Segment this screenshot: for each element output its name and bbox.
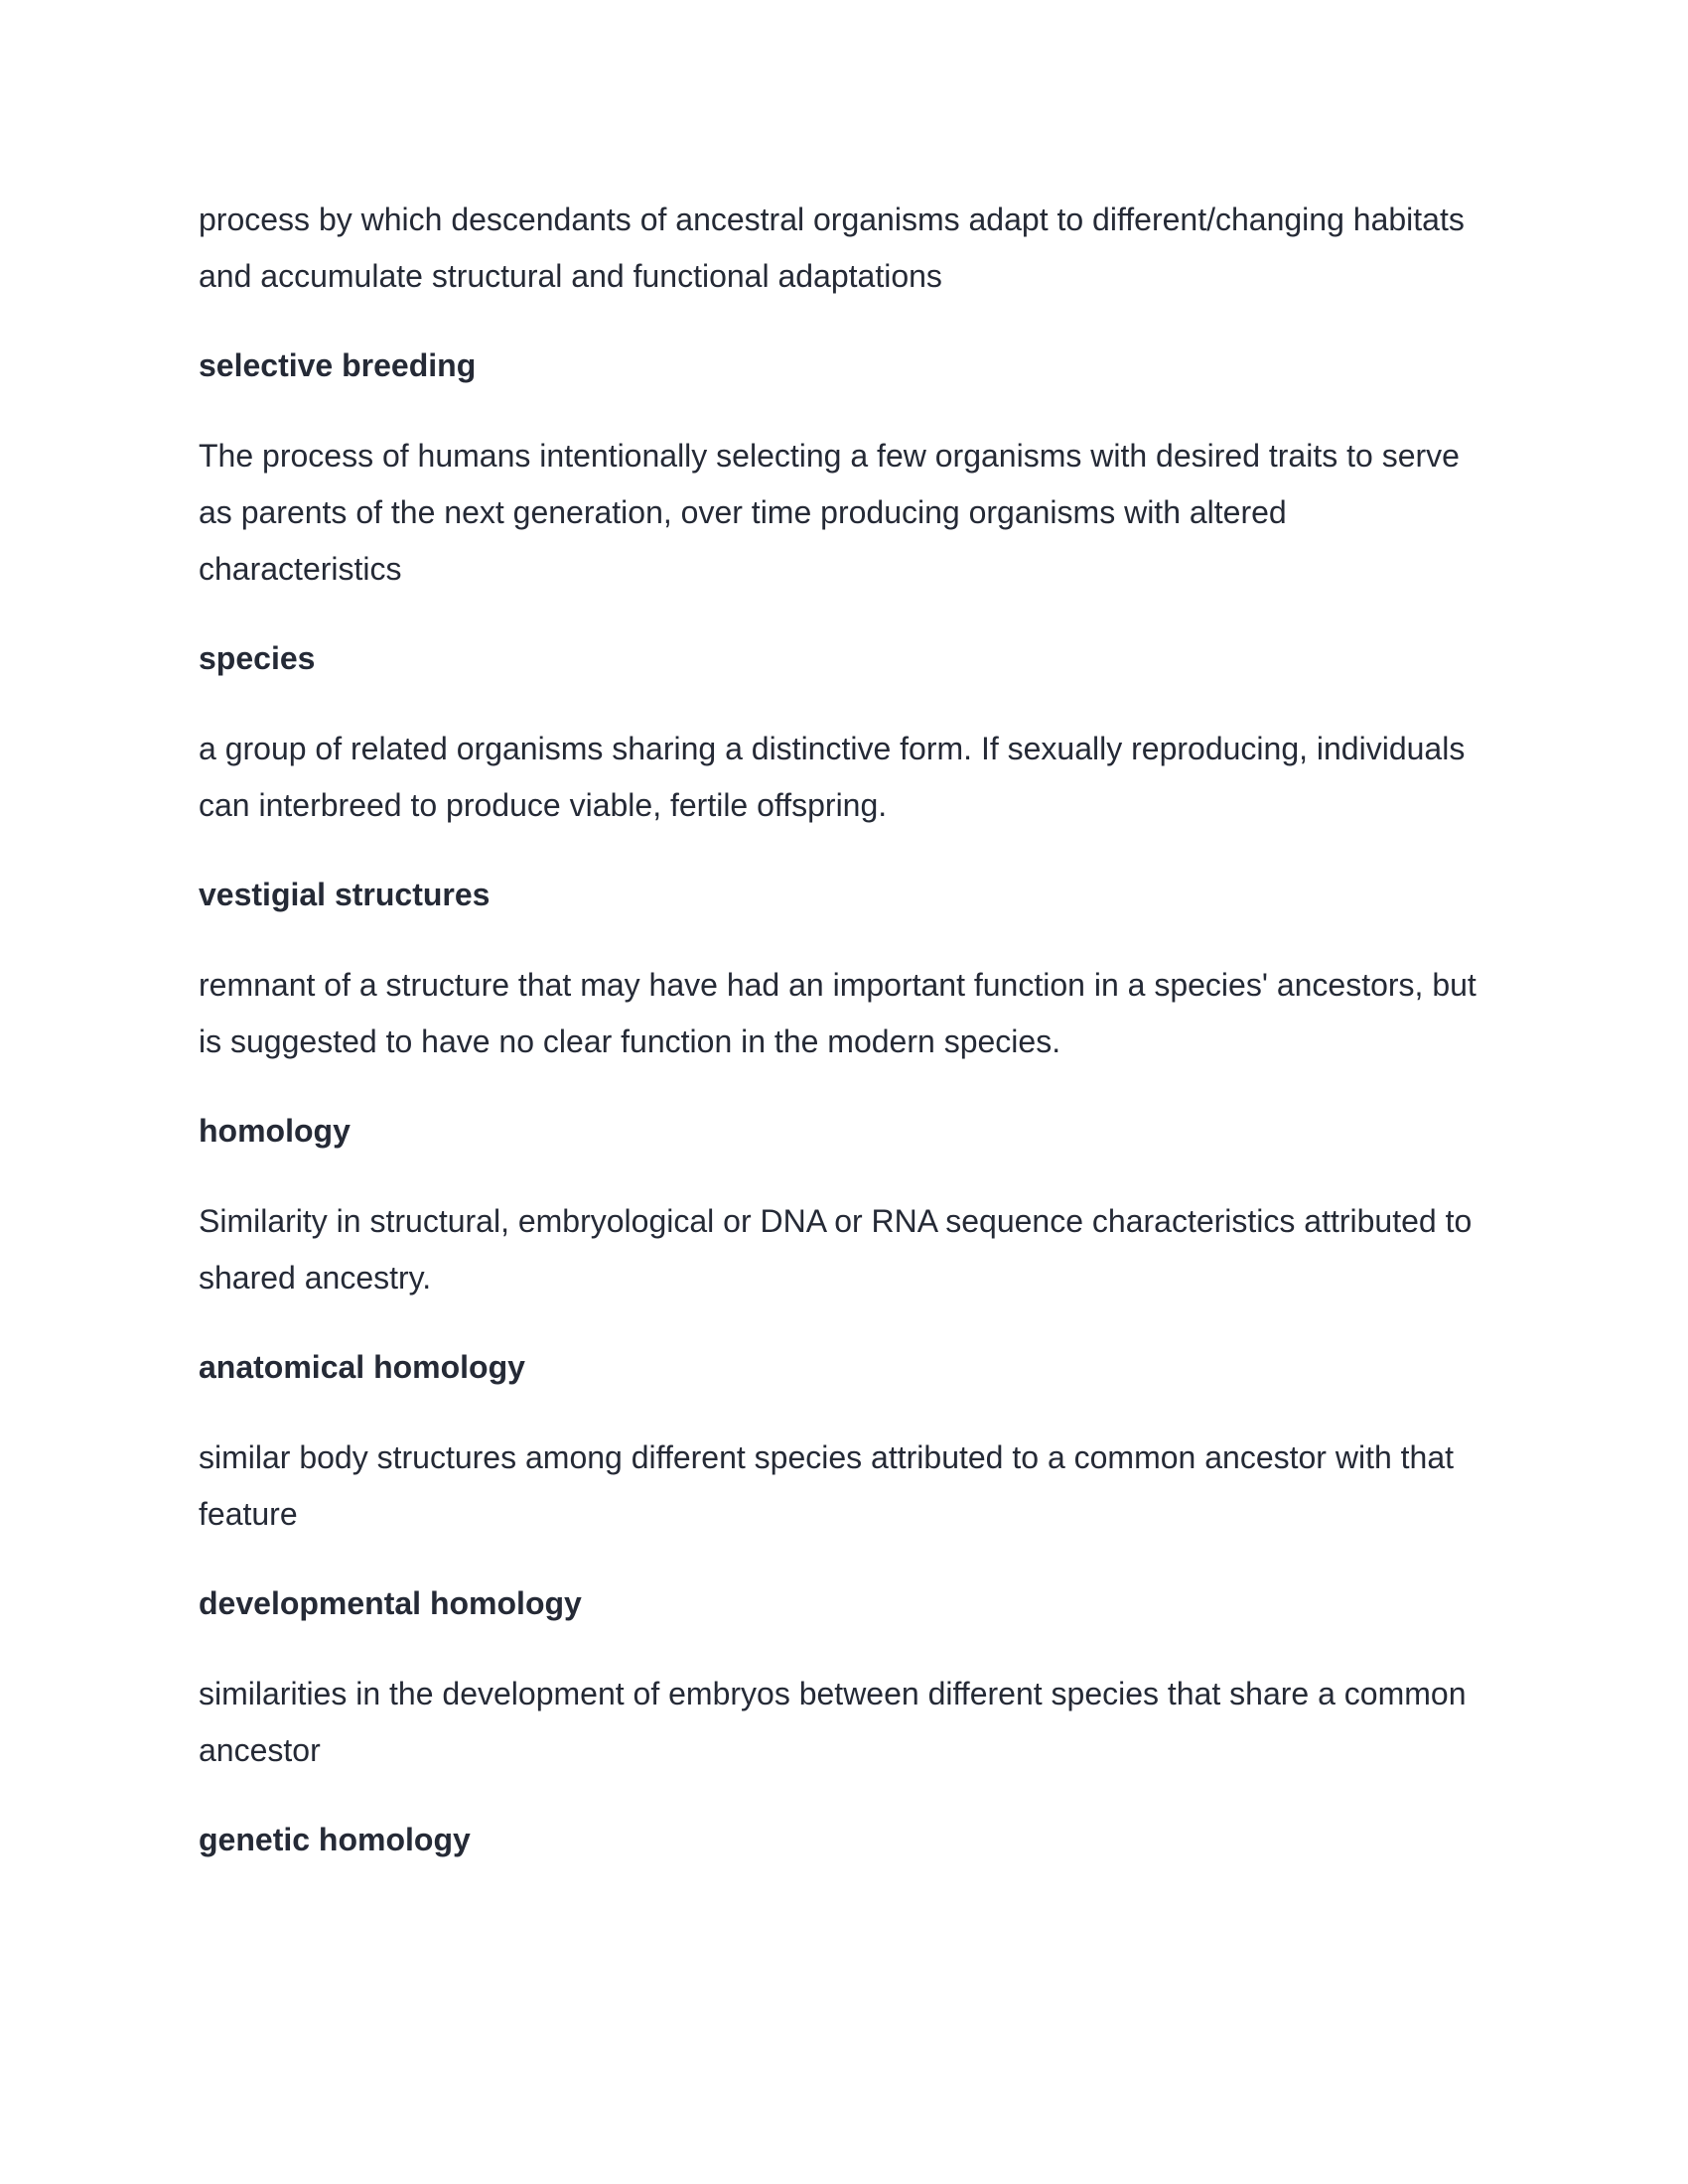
definition-developmental-homology: similarities in the development of embryos between different species that share a common ancestor [199, 1676, 1467, 1768]
definition-homology: Similarity in structural, embryological or DNA or RNA sequence characteristics attributed to shared ancestry. [199, 1203, 1473, 1296]
term-selective-breeding: selective breeding [199, 347, 477, 383]
definition-selective-breeding: The process of humans intentionally selecting a few organisms with desired traits to serve as parents of the next generation, over time producing organisms with altered characteristics [199, 438, 1460, 587]
term-anatomical-homology: anatomical homology [199, 1349, 525, 1385]
intro-definition: process by which descendants of ancestral organisms adapt to different/changing habitats and accumulate structural and functional adaptations [199, 202, 1465, 294]
term-homology: homology [199, 1113, 351, 1149]
term-species: species [199, 640, 316, 676]
definition-anatomical-homology: similar body structures among different species attributed to a common ancestor with that feature [199, 1439, 1455, 1532]
term-genetic-homology: genetic homology [199, 1822, 471, 1857]
definition-vestigial-structures: remnant of a structure that may have had an important function in a species' ancestors, but is suggested to have no clear function in the modern species. [199, 967, 1477, 1059]
term-developmental-homology: developmental homology [199, 1585, 582, 1621]
term-vestigial-structures: vestigial structures [199, 877, 491, 912]
definition-species: a group of related organisms sharing a distinctive form. If sexually reproducing, individuals can interbreed to produce viable, fertile offspring. [199, 731, 1466, 823]
flashcard-document [199, 192, 1489, 1868]
